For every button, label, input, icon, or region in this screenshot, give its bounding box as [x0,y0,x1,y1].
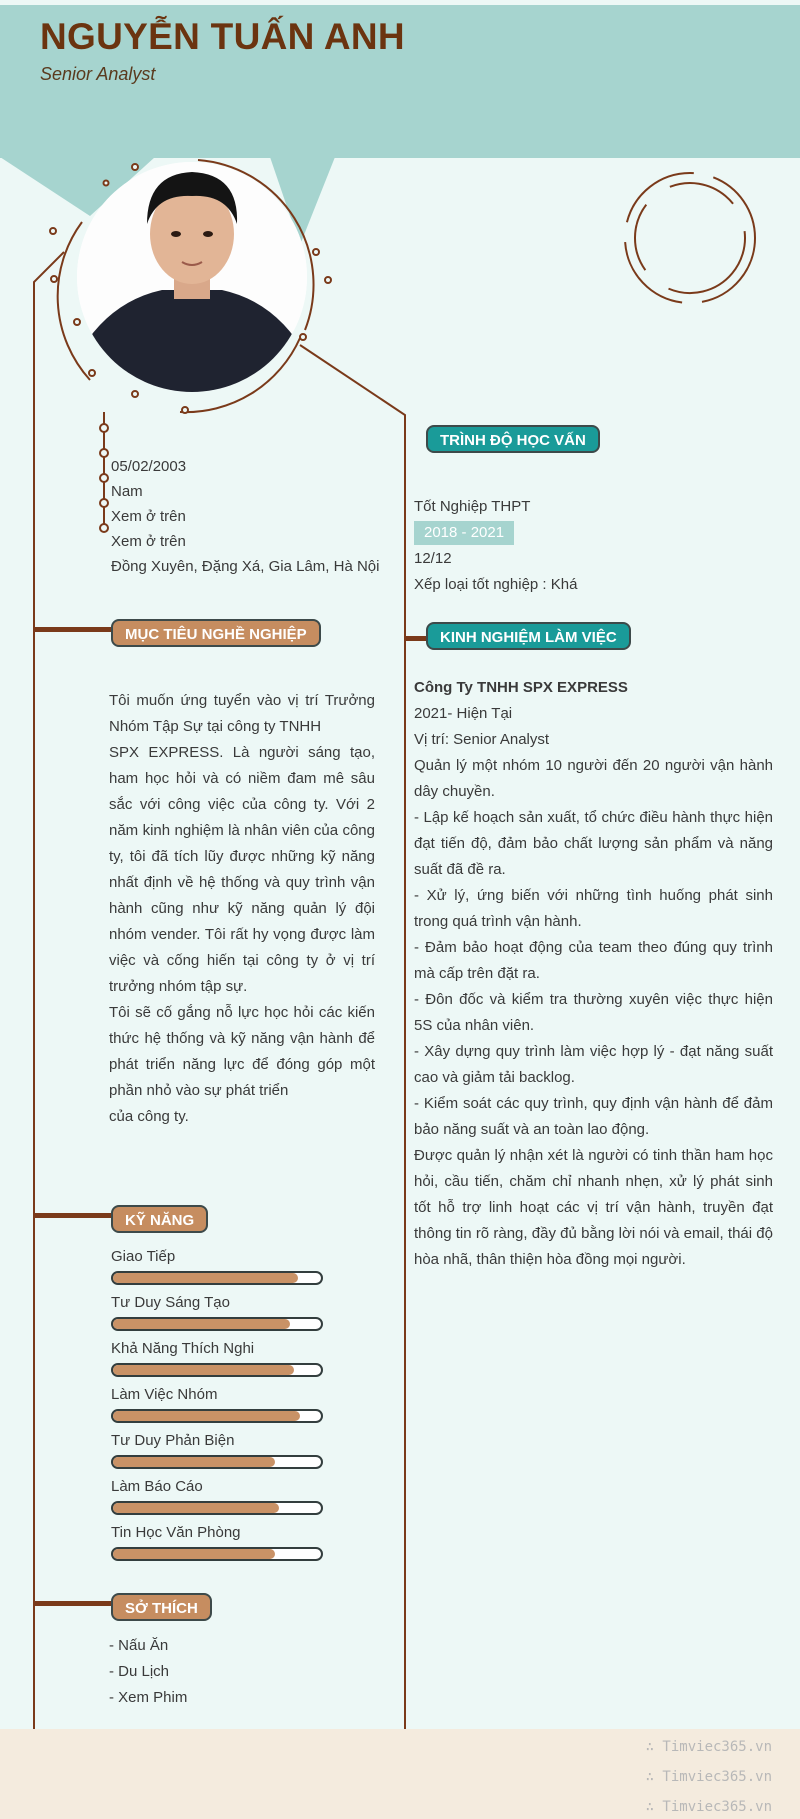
hobby-item: - Nấu Ăn [109,1637,169,1654]
profile-photo [77,162,307,392]
skill-bar [111,1363,323,1377]
experience-line: - Xây dựng quy trình làm việc hợp lý - đạt năng suất cao và giảm tải backlog. [414,1043,773,1086]
objective-paragraph: SPX EXPRESS. Là người sáng tạo, ham học hỏi và có niềm đam mê sâu sắc với công việc của công ty. Với 2 năm kinh nghiệm là nhân viên của công ty, tôi đã tích lũy được những kỹ năng nhất định về hệ thống và quy trình vận hành cũng như kỹ năng quản lý đội nhóm vender. Tôi rất hy vọng được làm việc và cống hiến tại công ty ở vị trí trưởng nhóm tập sự. [109,744,375,995]
section-connector [34,1601,114,1606]
objective-paragraph: của công ty. [109,1108,189,1125]
experience-details [414,675,773,1273]
experience-heading: KINH NGHIỆM LÀM VIỆC [426,622,631,650]
address: Đồng Xuyên, Đặng Xá, Gia Lâm, Hà Nội [111,558,380,575]
skill-label: Tư Duy Phản Biện [111,1432,235,1449]
experience-line: Được quản lý nhận xét là người có tinh thần ham học hỏi, cầu tiến, chăm chỉ nhanh nhẹn, xử lý phát sinh tốt hỗ trợ linh hoạt các vị trí vận hành, truyền đạt thông tin rõ ràng, đầy đủ bằng lời nói và email, thái độ hòa nhã, thân thiện hòa đồng mọi người. [414,1147,773,1268]
skill-fill [113,1319,290,1329]
skill-bar [111,1271,323,1285]
hobby-item: - Xem Phim [109,1689,188,1706]
skills-heading: KỸ NĂNG [111,1205,208,1233]
experience-line: - Đôn đốc và kiểm tra thường xuyên việc thực hiện 5S của nhân viên. [414,991,773,1034]
skill-label: Làm Báo Cáo [111,1478,203,1495]
skill-fill [113,1503,279,1513]
watermark: ∴ Timviec365.vn [645,1769,772,1785]
work-position: Vị trí: Senior Analyst [414,731,550,748]
section-connector [34,627,114,632]
skill-label: Làm Việc Nhóm [111,1386,218,1403]
hobby-item: - Du Lịch [109,1663,170,1680]
company-name: Công Ty TNHH SPX EXPRESS [414,679,628,696]
job-title: Senior Analyst [40,64,156,84]
skill-label: Tin Học Văn Phòng [111,1524,241,1541]
birth-date: 05/02/2003 [111,458,187,475]
experience-line: Quản lý một nhóm 10 người đến 20 người vận hành dây chuyền. [414,757,773,800]
skill-fill [113,1457,275,1467]
watermark: ∴ Timviec365.vn [645,1799,772,1815]
watermark: ∴ Timviec365.vn [645,1739,772,1755]
education-score: 12/12 [414,550,452,567]
education-grade: Xếp loại tốt nghiệp : Khá [414,576,578,593]
work-period: 2021- Hiện Tại [414,705,513,722]
skill-bar [111,1317,323,1331]
objective-paragraph: Tôi muốn ứng tuyển vào vị trí Trưởng Nhóm Tập Sự tại công ty TNHH [109,692,375,735]
skill-bar [111,1547,323,1561]
skill-bar [111,1501,323,1515]
objective-paragraph: Tôi sẽ cố gắng nỗ lực học hỏi các kiến thức hệ thống và kỹ năng vận hành để phát triển năng lực để đóng góp một phần nhỏ vào sự phát triển [109,1004,375,1099]
personal-info [111,454,379,579]
section-connector [34,1213,114,1218]
experience-line: - Xử lý, ứng biến với những tình huống phát sinh trong quá trình vận hành. [414,887,773,930]
skill-fill [113,1273,298,1283]
education-years: 2018 - 2021 [414,521,514,545]
education-details [414,494,577,598]
hobbies-list [109,1633,187,1711]
gender: Nam [111,483,143,500]
skill-bar [111,1455,323,1469]
education-heading: TRÌNH ĐỘ HỌC VẤN [426,425,600,453]
skill-fill [113,1365,294,1375]
experience-line: - Đảm bảo hoạt động của team theo đúng quy trình mà cấp trên đặt ra. [414,939,773,982]
hobbies-heading: SỞ THÍCH [111,1593,212,1621]
experience-line: - Lập kế hoạch sản xuất, tổ chức điều hành thực hiện đạt tiến độ, đảm bảo chất lượng sản phẩm và năng suất đã đề ra. [414,809,773,878]
skill-fill [113,1549,275,1559]
skill-bar [111,1409,323,1423]
skill-label: Khả Năng Thích Nghi [111,1340,255,1357]
experience-line: - Kiểm soát các quy trình, quy định vận hành để đảm bảo năng suất và an toàn lao động. [414,1095,773,1138]
skill-fill [113,1411,300,1421]
footer [0,1729,800,1819]
degree: Tốt Nghiệp THPT [414,498,531,515]
skill-label: Giao Tiếp [111,1248,176,1265]
phone: Xem ở trên [111,508,186,525]
candidate-name: NGUYỄN TUẤN ANH [40,16,405,57]
skill-label: Tư Duy Sáng Tạo [111,1294,230,1311]
email: Xem ở trên [111,533,186,550]
objective-text [109,688,375,1130]
objective-heading: MỤC TIÊU NGHỀ NGHIỆP [111,619,321,647]
